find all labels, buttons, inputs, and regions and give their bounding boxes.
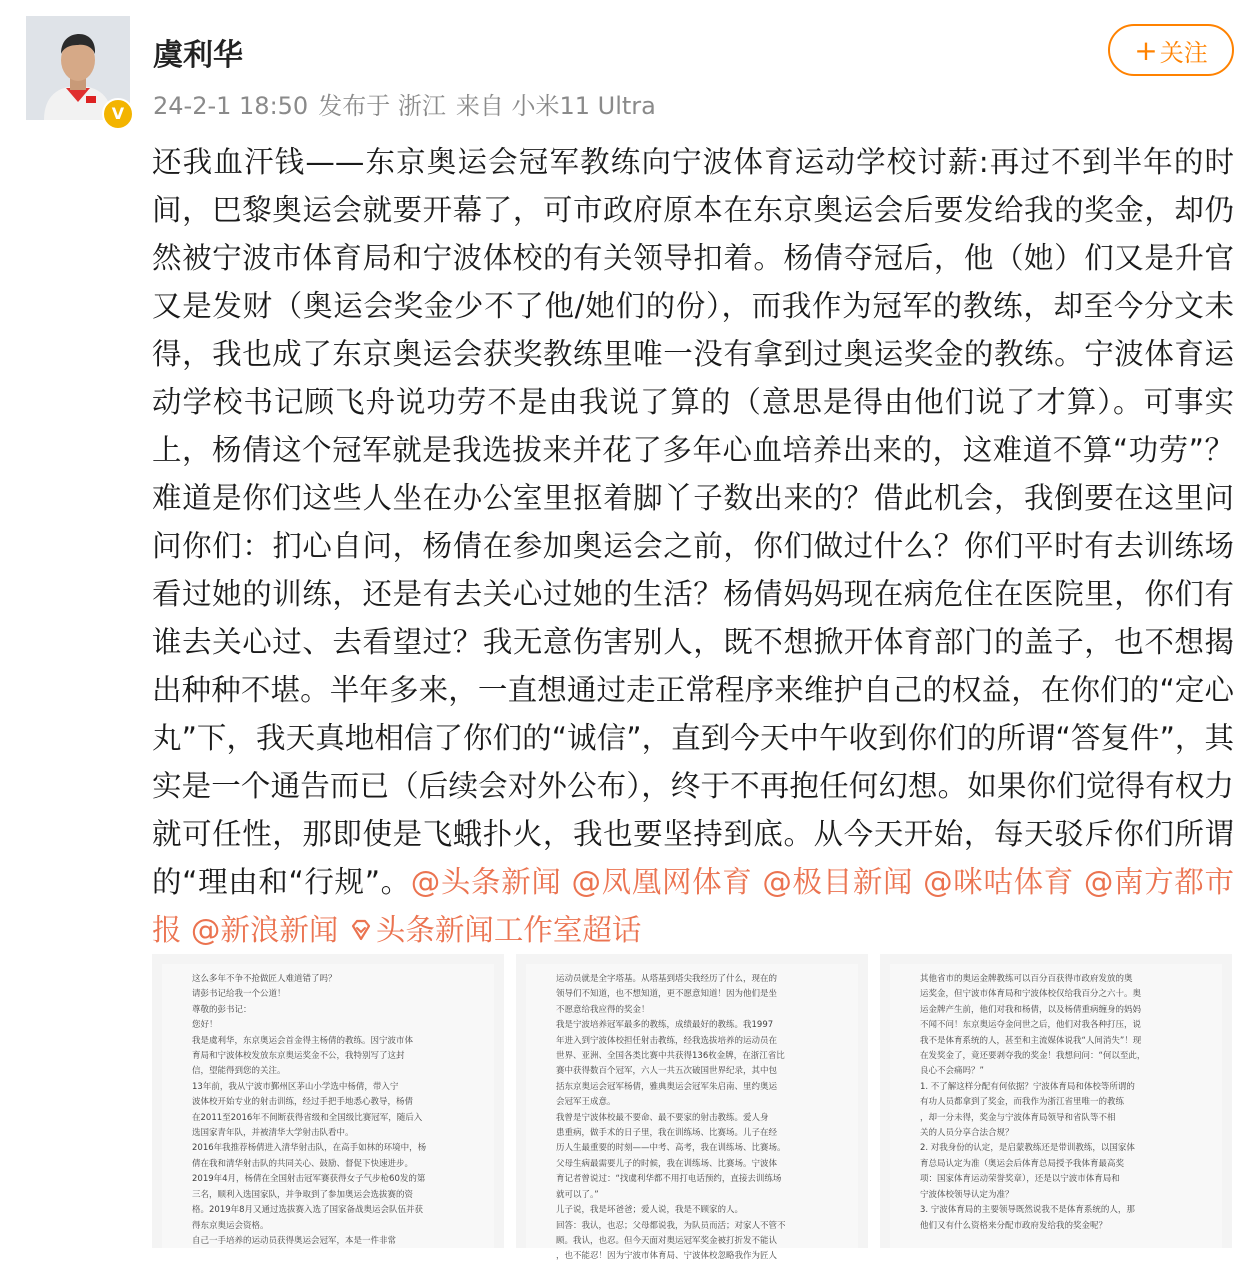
doc-line: 世界、亚洲、全国各类比赛中共获得136枚金牌，在浙江省比 [556, 1051, 785, 1062]
image-thumbnail[interactable] [152, 954, 504, 1248]
doc-line: 我是虞利华，东京奥运会首金得主杨倩的教练。因宁波市体 [192, 1035, 414, 1046]
post-device: 来自 小米11 Ultra [455, 92, 656, 120]
doc-line: 运动员就是全字塔基。从塔基到塔尖我经历了什么，现在的 [556, 974, 778, 984]
doc-line: 括东京奥运会冠军杨倩，雅典奥运会冠军朱启南、里约奥运 [556, 1081, 778, 1092]
doc-line: 波体校开始专业的射击训练，经过手把手地悉心教导，杨倩 [192, 1097, 414, 1108]
doc-line: 顾。我认，也忍。但今天面对奥运冠军奖金被打折发不能认 [556, 1235, 778, 1246]
doc-line: 格。2019年8月又通过选拔赛入选了国家备战奥运会队伍并获 [192, 1205, 424, 1216]
doc-line: 历人生最重要的时刻——中考、高考，我在训练场、比赛场。 [556, 1143, 786, 1154]
image-thumbnail[interactable] [516, 954, 868, 1262]
doc-line: ，却一分未得，奖金与宁波体育局领导和省队等不相 [920, 1112, 1116, 1123]
doc-line: 3. 宁波体育局的主要领导既然说我不是体育系统的人，那 [920, 1205, 1135, 1216]
doc-line: 回答：我认，也忍；父母都说我，为队员而活；对家人不管不 [556, 1220, 786, 1231]
doc-line: 育记者曾说过：“找虞利华都不用打电话预约，直接去训练场 [556, 1174, 782, 1185]
verified-badge-icon: V [102, 98, 134, 130]
doc-line: 选国家青年队，并被清华大学射击队看中。 [192, 1128, 354, 1139]
post-body: 还我血汗钱——东京奥运会冠军教练向宁波体育运动学校讨薪:再过不到半年的时间，巴黎奥运会就要开幕了，可市政府原本在东京奥运会后要发给我的奖金，却仍然被宁波市体育局和宁波体校的有关领导扣着。杨倩夺冠后，他（她）们又是升官又是发财（奥运会奖金少不了他/她们的份），而我作为冠军的教练，却至今分文未得，我也成了东京奥运会获奖教练里唯一没有拿到过奥运奖金的教练。宁波体育运动学校书记顾飞舟说功劳不是由我说了算的（意思是得由他们说了才算）。可事实上，杨倩这个冠军就是我选拔来并花了多年心血培养出来的，这难道不算“功劳”？难道是你们这些人坐在办公室里抠着脚丫子数出来的？借此机会，我倒要在这里问问你们：扪心自问，杨倩在参加奥运会之前，你们做过什么？你们平时有去训练场看过她的训练，还是有去关心过她的生活？杨倩妈妈现在病危住在医院里，你们有谁去关心过、去看望过？我无意伤害别人，既不想掀开体育部门的盖子，也不想揭出种种不堪。半年多来，一直想通过走正常程序来维护自己的权益，在你们的“定心丸”下，我天真地相信了你们的“诚信”，直到今天中午收到你们的所谓“答复件”，其实是一个通告而已（后续会对外公布），终于不再抱任何幻想。如果你们觉得有权力就可任性，那即使是飞蛾扑火，我也要坚持到底。从今天开始，每天驳斥你们所谓的“理由和“行规”。 [152, 145, 1234, 899]
mention-link[interactable]: @头条新闻 [410, 865, 562, 899]
image-grid [152, 954, 1232, 1262]
doc-line: 就可以了。” [556, 1189, 599, 1200]
doc-line: 1. 不了解这样分配有何依据？宁波体育局和体校等所谓的 [920, 1081, 1135, 1092]
post-location: 发布于 浙江 [318, 92, 446, 120]
doc-line: 良心不会痛吗？” [920, 1066, 984, 1077]
mention-link[interactable]: @新浪新闻 [190, 913, 339, 947]
mention-link[interactable]: @极目新闻 [762, 865, 914, 899]
document-page [890, 964, 1222, 1248]
doc-line: 倩在我和清华射击队的共同关心、鼓励、督促下快速进步。 [192, 1158, 414, 1169]
doc-line: 2016年我推荐杨倩进入清华射击队，在高手如林的环境中，杨 [192, 1143, 427, 1154]
topic-link[interactable] [348, 913, 642, 947]
topic-label: 头条新闻工作室超话 [375, 913, 642, 947]
doc-line: 信，望能得到您的关注。 [192, 1066, 286, 1077]
post-meta [153, 86, 666, 121]
doc-line: 宁波体校领导认定为准？ [920, 1189, 1014, 1200]
doc-line: 得东京奥运会资格。 [192, 1220, 269, 1231]
mention-link[interactable]: @咪咕体育 [923, 865, 1074, 899]
doc-line: 其他省市的奥运金牌教练可以百分百获得市政府发放的奥 [920, 974, 1133, 984]
doc-line: 您好！ [192, 1020, 218, 1031]
doc-line: 赛中获得数百个冠军，六人一共五次破国世界纪录，其中包 [556, 1066, 778, 1077]
mention-link[interactable]: @南方都市报 [152, 865, 1234, 947]
doc-line: 这么多年不争不抢做匠人难道错了吗？ [192, 974, 337, 984]
doc-line: 有功人员都拿到了奖金，而我作为浙江省里唯一的教练 [920, 1097, 1125, 1108]
doc-line: 在发奖金了，竟还要剥夺我的奖金！我想问问：“何以至此， [920, 1051, 1146, 1062]
user-name[interactable]: 虞利华 [153, 38, 243, 73]
super-topic-icon [348, 917, 374, 943]
doc-line: 自己一手培养的运动员获得奥运会冠军，本是一件非常 [192, 1235, 397, 1246]
doc-line: 请彭书记给我一个公道！ [192, 989, 286, 1000]
doc-line: ，也不能忍！因为宁波市体育局、宁波体校忽略我作为匠人 [556, 1251, 778, 1262]
doc-line: 运金牌产生前，他们对我和杨倩，以及杨倩重病缠身的妈妈 [920, 1004, 1142, 1015]
doc-line: 不愿意给我应得的奖金！ [556, 1004, 650, 1015]
doc-line: 在2011至2016年不间断获得省级和全国级比赛冠军，随后入 [192, 1112, 423, 1123]
doc-line: 不闻不问！东京奥运夺金问世之后，他们对我各种打压，说 [920, 1020, 1142, 1031]
image-thumbnail[interactable] [880, 954, 1232, 1248]
follow-button[interactable] [1108, 24, 1234, 76]
document-page [526, 964, 858, 1262]
doc-line: 2019年4月，杨倩在全国射击冠军赛获得女子气步枪60发的第 [192, 1174, 426, 1185]
post-text [152, 138, 1234, 954]
doc-line: 项：国家体育运动荣誉奖章），还是以宁波市体育局和 [920, 1174, 1120, 1185]
doc-line: 领导们不知道，也不想知道，更不愿意知道！因为他们是坐 [556, 989, 778, 1000]
doc-line: 我曾是宁波体校最不要命、最不要家的射击教练。爱人身 [556, 1112, 769, 1123]
doc-line: 患重病，做手术的日子里，我在训练场、比赛场。儿子在经 [556, 1128, 778, 1139]
doc-line: 三名，顺利入选国家队，并争取到了参加奥运会选拔赛的资 [192, 1189, 414, 1200]
doc-line: 13年前，我从宁波市鄞州区茅山小学选中杨倩，带入宁 [192, 1081, 399, 1092]
doc-line: 运奖金，但宁波市体育局和宁波体校仅给我百分之六十。奥 [920, 989, 1142, 1000]
doc-line: 尊敬的彭书记： [192, 1004, 252, 1015]
doc-line: 我不是体育系统的人，甚至和主流媒体说我“人间消失”！现 [920, 1035, 1142, 1046]
doc-line: 他们又有什么资格来分配市政府发给我的奖金呢？ [920, 1220, 1108, 1231]
doc-line: 年进入到宁波体校担任射击教练，经我选拔培养的运动员在 [556, 1035, 778, 1046]
post-time[interactable]: 24-2-1 18:50 [153, 92, 309, 120]
doc-line: 关的人员分享合法合规？ [920, 1128, 1014, 1139]
doc-line: 育总局认定为准（奥运会后体育总局授予我体育最高奖 [920, 1158, 1125, 1169]
doc-line: 育局和宁波体校发放东京奥运奖金不公，我特别写了这封 [192, 1051, 405, 1062]
doc-line: 儿子说，我是坏爸爸；爱人说，我是不顾家的人。 [556, 1205, 744, 1216]
doc-line: 2. 对我身份的认定，是启蒙教练还是带训教练，以国家体 [920, 1143, 1135, 1154]
doc-line: 我是宁波培养冠军最多的教练，成绩最好的教练。我1997 [556, 1020, 774, 1031]
doc-line: 会冠军王成意。 [556, 1097, 616, 1108]
mention-link[interactable]: @凤凰网体育 [571, 865, 753, 899]
plus-icon: + [1134, 33, 1158, 67]
doc-line: 父母生病最需要儿子的时候，我在训练场、比赛场。宁波体 [556, 1158, 778, 1169]
follow-label: 关注 [1159, 38, 1208, 67]
document-page [162, 964, 494, 1248]
